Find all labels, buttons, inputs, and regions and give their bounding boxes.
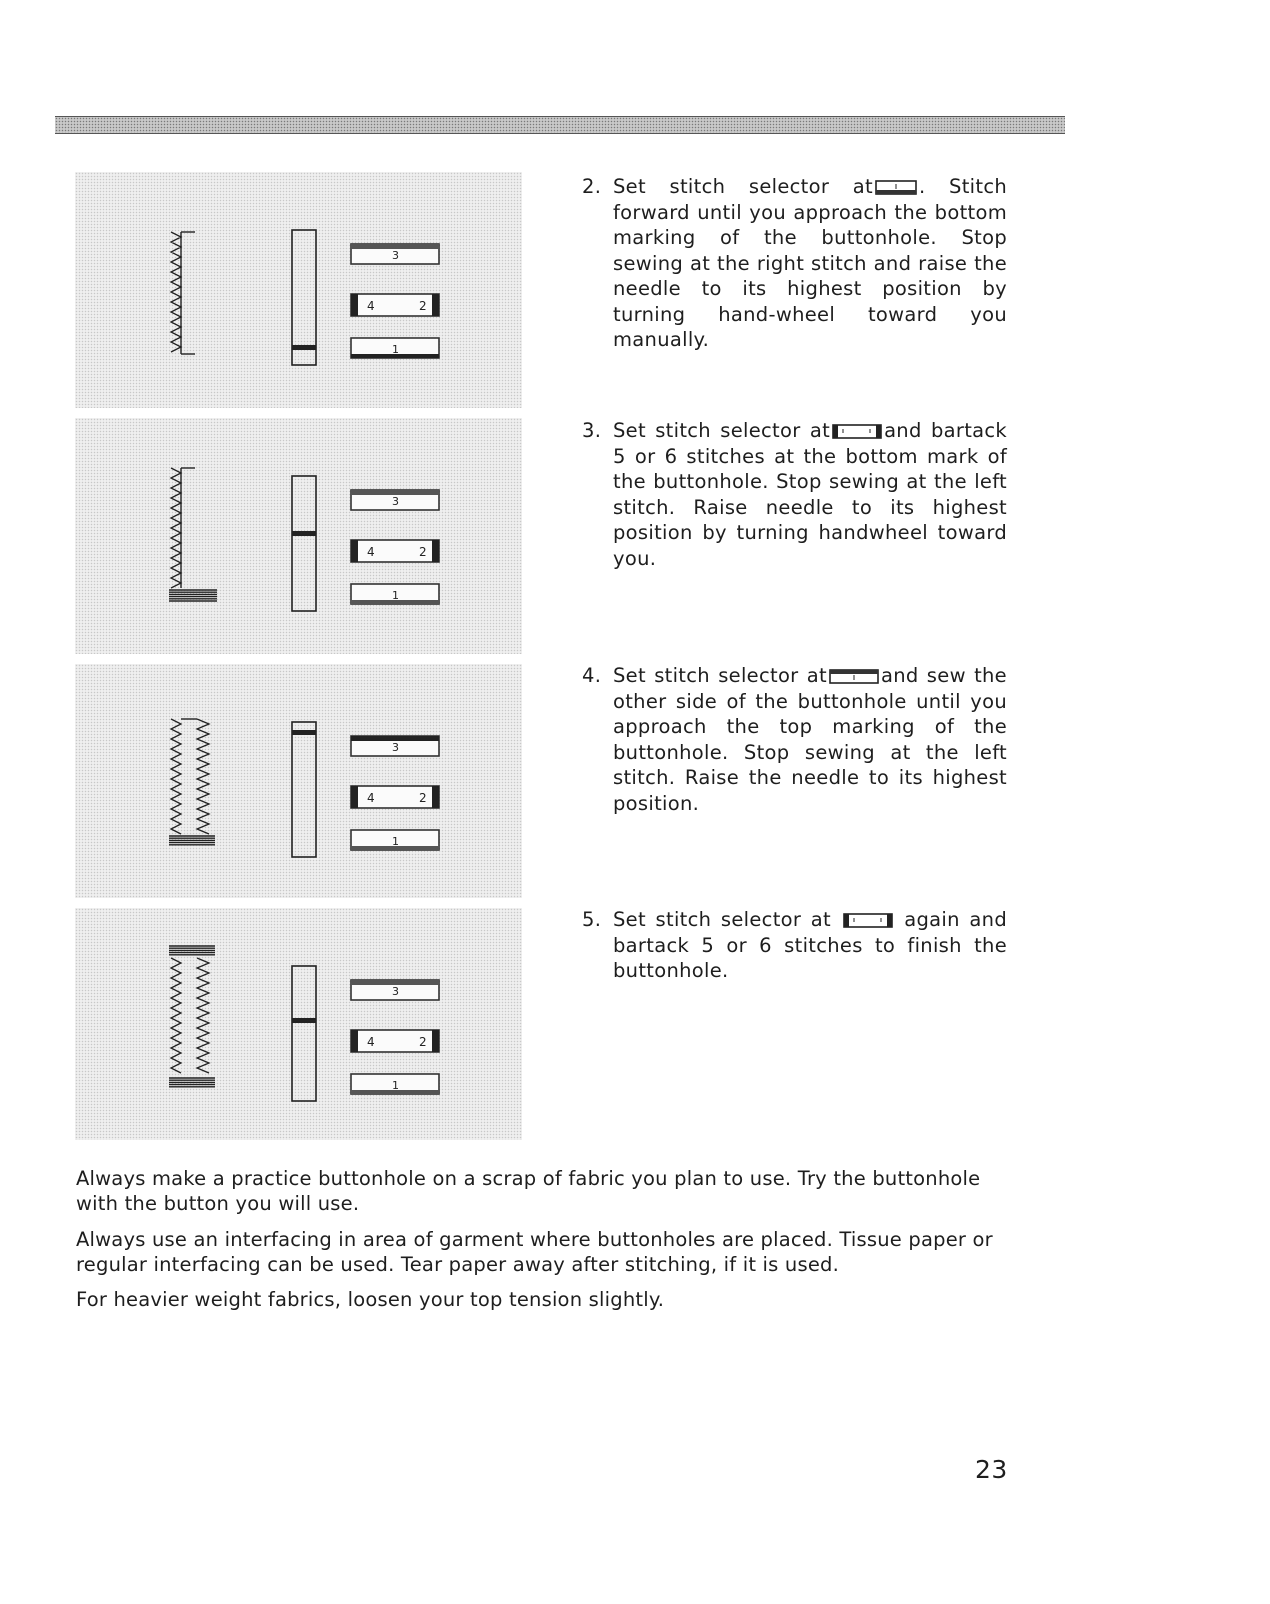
step-3 <box>582 418 1007 578</box>
needle-position-mark <box>292 345 316 350</box>
needle-position-mark <box>292 1018 316 1023</box>
illustration-step-2 <box>75 172 522 408</box>
selector-label: 3 <box>392 741 399 754</box>
zigzag-stitch <box>171 719 181 834</box>
selector-bar-shade <box>432 1030 439 1052</box>
selector-label: 3 <box>392 985 399 998</box>
step-number: 3. <box>582 419 602 442</box>
step-text-before: Set stitch selector at <box>613 908 831 931</box>
buttonhole-slot <box>292 966 316 1101</box>
needle-position-mark <box>292 730 316 735</box>
top-rule <box>55 116 1065 134</box>
stitch-diagram <box>171 232 195 354</box>
selector-bar-shade <box>432 294 439 316</box>
selector-bar-shade <box>432 540 439 562</box>
step-number: 5. <box>582 908 602 931</box>
selector-label: 1 <box>392 835 399 848</box>
zigzag-stitch <box>197 719 209 834</box>
selector-bar-3-icon <box>829 669 879 684</box>
step-text-after: and sew the other side of the buttonhole until you approach the top marking of the buttonhole. Stop sewing at the left stitch. Raise the needle to its highest position. <box>613 664 1007 815</box>
selector-bar-shade <box>351 786 358 808</box>
selector-bar-shade <box>351 1030 358 1052</box>
step-text-before: Set stitch selector at <box>613 175 873 198</box>
selector-label: 2 <box>419 1035 427 1049</box>
step-number: 2. <box>582 175 602 198</box>
selector-bar-4-2-icon <box>832 424 882 439</box>
step-text-after: and bartack 5 or 6 stitches at the bottom mark of the buttonhole. Stop sewing at the left stitch. Raise needle to its highest position by turning handwheel toward you. <box>613 419 1008 570</box>
zigzag-stitch <box>171 958 181 1073</box>
stitch-diagram <box>169 719 215 845</box>
selector-label: 3 <box>392 249 399 262</box>
selector-label: 1 <box>392 1079 399 1092</box>
step-text-before: Set stitch selector at <box>613 664 827 687</box>
illustration-step-5 <box>75 908 522 1140</box>
selector-label: 4 <box>367 1035 375 1049</box>
note-practice: Always make a practice buttonhole on a scrap of fabric you plan to use. Try the buttonhole with the button you will use. <box>76 1167 981 1215</box>
selector-bar-shade <box>351 540 358 562</box>
step-5 <box>582 907 1007 987</box>
selector-label: 4 <box>367 299 375 313</box>
selector-diagram <box>292 966 439 1101</box>
selector-bar-1-icon <box>875 180 917 195</box>
selector-label: 1 <box>392 343 399 356</box>
step-text-before: Set stitch selector at <box>613 419 831 442</box>
step-number: 4. <box>582 664 602 687</box>
illustration-step-3 <box>75 418 522 654</box>
selector-diagram <box>292 722 439 857</box>
buttonhole-slot <box>292 476 316 611</box>
zigzag-stitch <box>197 958 209 1073</box>
step-2 <box>582 174 1007 354</box>
selector-label: 4 <box>367 791 375 805</box>
buttonhole-slot <box>292 230 316 365</box>
note-interfacing: Always use an interfacing in area of garment where buttonholes are placed. Tissue paper or regular interfacing can be used. Tear paper away after stitching, if it is used. <box>76 1228 993 1276</box>
step-text-after: again and bartack 5 or 6 stitches to finish the buttonhole. <box>613 908 1007 982</box>
selector-bar-shade <box>432 786 439 808</box>
needle-position-mark <box>292 531 316 536</box>
selector-label: 3 <box>392 495 399 508</box>
selector-label: 2 <box>419 299 427 313</box>
stitch-diagram <box>169 946 215 1087</box>
selector-label: 2 <box>419 791 427 805</box>
selector-bar-shade <box>351 294 358 316</box>
step-4 <box>582 663 1007 823</box>
buttonhole-slot <box>292 722 316 857</box>
zigzag-stitch <box>171 232 181 352</box>
illustration-step-4 <box>75 664 522 898</box>
selector-label: 4 <box>367 545 375 559</box>
zigzag-stitch <box>171 468 181 588</box>
stitch-diagram <box>169 468 217 601</box>
selector-bar-4-2-icon <box>843 913 893 928</box>
page-number: 23 <box>975 1455 1008 1484</box>
note-tension: For heavier weight fabrics, loosen your top tension slightly. <box>76 1288 665 1311</box>
selector-label: 2 <box>419 545 427 559</box>
step-text-after: . Stitch forward until you approach the bottom marking of the buttonhole. Stop sewing at the right stitch and raise the needle to its highest position by turning hand-wheel toward you manually. <box>613 175 1007 351</box>
selector-label: 1 <box>392 589 399 602</box>
selector-diagram <box>292 230 439 365</box>
selector-diagram <box>292 476 439 611</box>
